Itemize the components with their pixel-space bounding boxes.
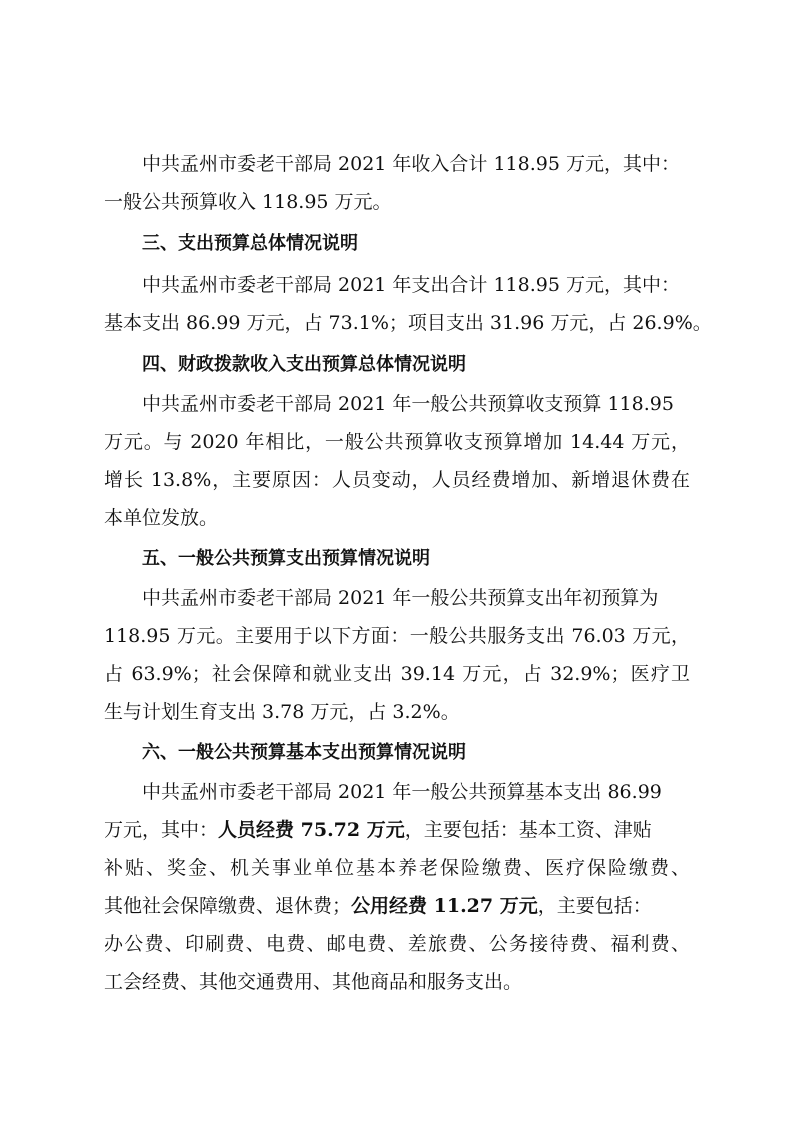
paragraph-basic-expenditure-line <box>104 893 652 919</box>
public-expense-emphasis: 公用经费 11.27 万元 <box>351 895 538 917</box>
paragraph-basic-expenditure-line: 工会经费、其他交通费用、其他商品和服务支出。 <box>104 971 523 993</box>
paragraph-basic-expenditure-line <box>104 817 652 843</box>
text-segment: ，主要包括： <box>537 895 652 917</box>
section-heading-3: 三、支出预算总体情况说明 <box>142 233 358 254</box>
paragraph-basic-expenditure-line: 补贴、奖金、机关事业单位基本养老保险缴费、医疗保险缴费、 <box>104 857 690 879</box>
section-heading-5: 五、一般公共预算支出预算情况说明 <box>142 548 430 569</box>
paragraph-fiscal-line: 中共孟州市委老干部局 2021 年一般公共预算收支预算 118.95 <box>142 393 674 415</box>
paragraph-basic-expenditure-line: 办公费、印刷费、电费、邮电费、差旅费、公务接待费、福利费、 <box>104 933 690 955</box>
personnel-expense-emphasis: 人员经费 75.72 万元 <box>218 819 405 841</box>
text-segment: 万元，其中： <box>104 819 219 841</box>
paragraph-general-budget-line: 占 63.9%；社会保障和就业支出 39.14 万元，占 32.9%；医疗卫 <box>104 663 690 685</box>
paragraph-expenditure-line: 中共孟州市委老干部局 2021 年支出合计 118.95 万元，其中： <box>142 274 680 296</box>
paragraph-fiscal-line: 本单位发放。 <box>104 507 219 529</box>
section-heading-4: 四、财政拨款收入支出预算总体情况说明 <box>142 354 466 375</box>
paragraph-fiscal-line: 万元。与 2020 年相比，一般公共预算收支预算增加 14.44 万元， <box>104 431 690 453</box>
paragraph-income-line: 一般公共预算收入 118.95 万元。 <box>104 191 392 213</box>
paragraph-general-budget-line: 118.95 万元。主要用于以下方面：一般公共服务支出 76.03 万元， <box>104 625 690 647</box>
text-segment: ，主要包括：基本工资、津贴 <box>404 819 652 841</box>
paragraph-fiscal-line: 增长 13.8%，主要原因：人员变动，人员经费增加、新增退休费在 <box>104 469 690 491</box>
paragraph-basic-expenditure-line: 中共孟州市委老干部局 2021 年一般公共预算基本支出 86.99 <box>142 781 662 803</box>
section-heading-6: 六、一般公共预算基本支出预算情况说明 <box>142 742 466 763</box>
paragraph-general-budget-line: 中共孟州市委老干部局 2021 年一般公共预算支出年初预算为 <box>142 587 659 609</box>
text-segment: 其他社会保障缴费、退休费； <box>104 895 352 917</box>
paragraph-expenditure-line: 基本支出 86.99 万元，占 73.1%；项目支出 31.96 万元，占 26.9%。 <box>104 312 712 334</box>
paragraph-income-line: 中共孟州市委老干部局 2021 年收入合计 118.95 万元，其中： <box>142 153 680 175</box>
paragraph-general-budget-line: 生与计划生育支出 3.78 万元，占 3.2%。 <box>104 701 460 723</box>
